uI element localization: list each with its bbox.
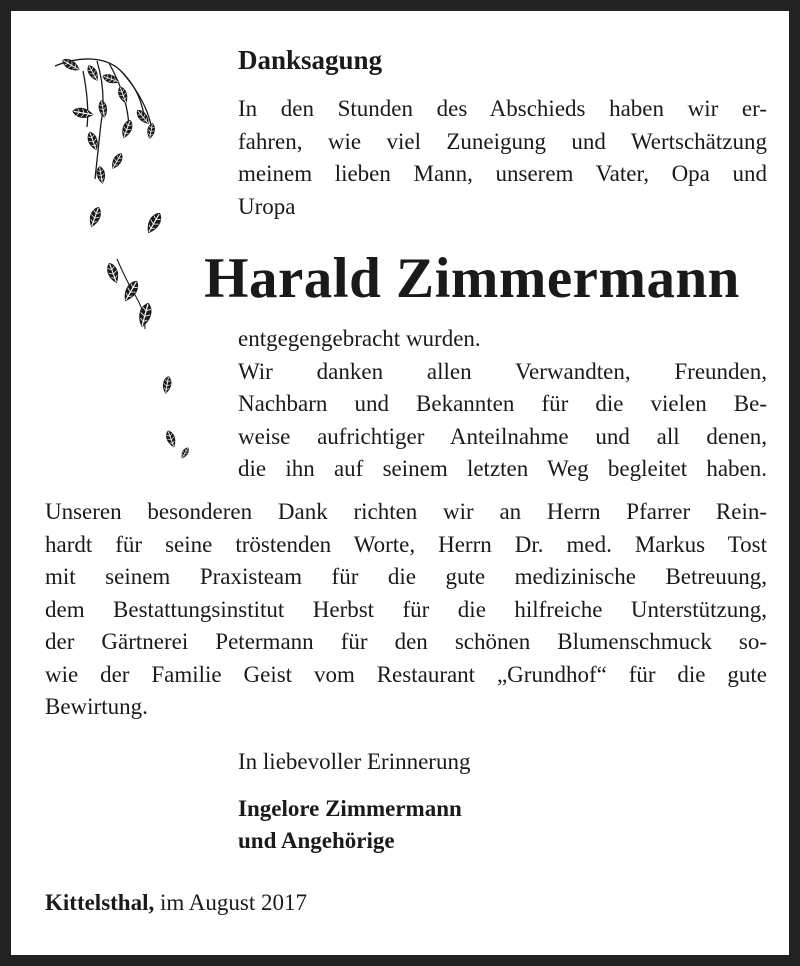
thanks-line: Unseren besonderen Dank richten wir an Herrn Pfarrer Rein- — [45, 499, 767, 524]
signatory-name: Ingelore Zimmermann — [238, 796, 462, 821]
signatories — [238, 793, 462, 857]
thanks-line: Bewirtung. — [45, 694, 148, 719]
memory-line: In liebevoller Erinnerung — [238, 749, 471, 774]
middle-line: Nachbarn und Bekannten für die vielen Be- — [238, 391, 767, 416]
intro-paragraph — [238, 93, 767, 223]
place-date — [45, 887, 307, 919]
thanks-line: dem Bestattungsinstitut Herbst für die hilfreiche Unterstützung, — [45, 596, 767, 622]
signatory-family: und Angehörige — [238, 828, 395, 853]
heading: Danksagung — [238, 45, 383, 75]
date: im August 2017 — [160, 890, 307, 915]
middle-line: weise aufrichtiger Anteilnahme und all denen, — [238, 423, 767, 449]
gratitude-paragraph — [238, 323, 767, 486]
intro-line: In den Stunden des Abschieds haben wir er- — [238, 96, 767, 121]
special-thanks-paragraph — [45, 496, 767, 724]
intro-line: Uropa — [238, 193, 296, 219]
thanks-line: wie der Familie Geist vom Restaurant „Grundhof“ für die gute — [45, 661, 767, 687]
middle-line: entgegengebracht wurden. — [238, 326, 481, 351]
leaf-cluster — [60, 56, 164, 236]
falling-leaves-icon — [11, 11, 211, 471]
thanks-line: der Gärtnerei Petermann für den schönen Blumenschmuck so- — [45, 629, 767, 654]
thanks-line: mit seinem Praxisteam für die gute medizinische Betreuung, — [45, 564, 767, 589]
middle-line: Wir danken allen Verwandten, Freunden, — [238, 358, 767, 384]
deceased-name: Harald Zimmermann — [204, 247, 740, 310]
intro-line: meinem lieben Mann, unserem Vater, Opa und — [238, 161, 767, 186]
middle-line: die ihn auf seinem letzten Weg begleitet haben. — [238, 456, 767, 481]
intro-line: fahren, wie viel Zuneigung und Wertschätzung — [238, 128, 767, 154]
place: Kittelsthal, — [45, 890, 155, 915]
thanks-line: hardt für seine tröstenden Worte, Herrn Dr. med. Markus Tost — [45, 531, 767, 557]
